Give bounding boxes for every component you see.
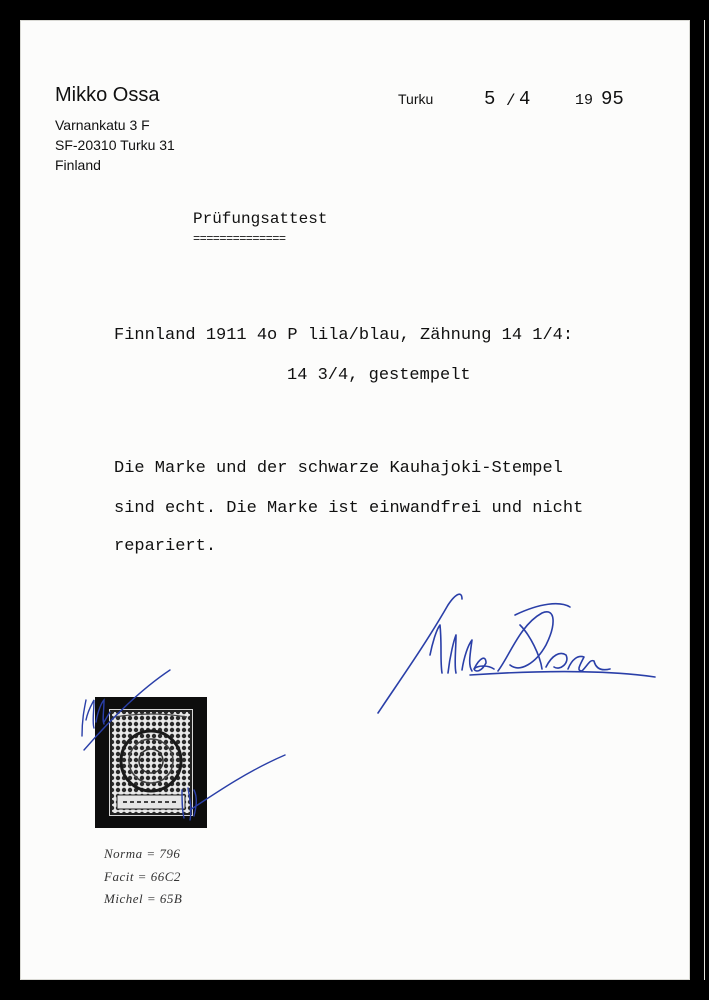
sender-name: Mikko Ossa	[55, 84, 160, 106]
statement-line-3: repariert.	[114, 537, 217, 556]
date-century: 19	[575, 92, 594, 109]
date-month: 4	[519, 88, 531, 110]
catalog-note-michel: Michel = 65B	[104, 891, 183, 906]
date-separator: /	[506, 92, 516, 110]
subject-line-2: 14 3/4, gestempelt	[287, 366, 471, 385]
statement-line-2: sind echt. Die Marke ist einwandfrei und nicht	[114, 499, 584, 518]
fold-line	[704, 20, 705, 980]
statement-line-1: Die Marke und der schwarze Kauhajoki-Stempel	[114, 459, 563, 478]
catalog-note-facit: Facit = 66C2	[104, 869, 181, 884]
signature	[370, 585, 660, 725]
title-underline: ==============	[193, 232, 286, 246]
pencil-marks	[70, 660, 300, 850]
sender-postal: SF-20310 Turku 31	[55, 137, 175, 153]
catalog-note-norma: Norma = 796	[104, 846, 181, 861]
date-place: Turku	[398, 91, 434, 107]
sender-street: Varnankatu 3 F	[55, 117, 150, 133]
certificate-title: Prüfungsattest	[193, 210, 328, 228]
date-day: 5	[484, 88, 496, 110]
date-year: 95	[601, 88, 624, 110]
sender-country: Finland	[55, 157, 101, 173]
subject-line-1: Finnland 1911 4o P lila/blau, Zähnung 14 1/4:	[114, 326, 574, 345]
